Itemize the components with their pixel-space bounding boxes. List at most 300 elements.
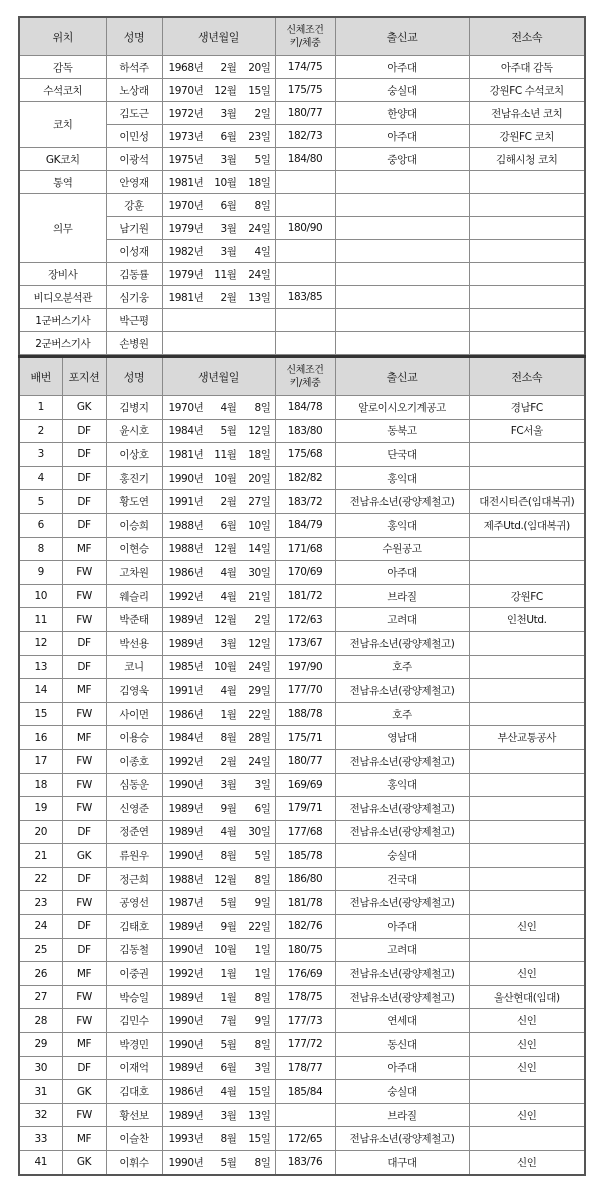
staff-name-cell: 남기원 bbox=[106, 217, 162, 240]
birth-date bbox=[163, 636, 275, 651]
player-previous-club-cell bbox=[469, 466, 585, 490]
player-previous-club-cell: 강원FC bbox=[469, 584, 585, 608]
staff-previous-club-cell: 강원FC 코치 bbox=[469, 125, 585, 148]
birth-year: 1988년 bbox=[168, 543, 204, 556]
birth-date-cell bbox=[162, 655, 275, 679]
birth-year: 1985년 bbox=[168, 661, 204, 674]
birth-year: 1989년 bbox=[168, 826, 204, 839]
birth-date bbox=[163, 872, 275, 887]
player-physique-cell: 172/65 bbox=[275, 1127, 335, 1151]
player-row bbox=[19, 1103, 585, 1127]
player-previous-club-cell: FC서울 bbox=[469, 419, 585, 443]
staff-previous-club-cell bbox=[469, 286, 585, 309]
birth-date bbox=[163, 1084, 275, 1099]
birth-day: 8일 bbox=[254, 199, 271, 212]
player-row bbox=[19, 1009, 585, 1033]
birth-day: 8일 bbox=[254, 1156, 271, 1169]
player-previous-club-cell bbox=[469, 679, 585, 703]
birth-day: 15일 bbox=[248, 84, 271, 97]
player-position-cell: DF bbox=[62, 915, 106, 939]
player-number-cell: 16 bbox=[19, 726, 62, 750]
player-previous-club-cell: 인천Utd. bbox=[469, 608, 585, 632]
player-position-cell: GK bbox=[62, 1151, 106, 1175]
birth-date-cell bbox=[162, 240, 275, 263]
player-row bbox=[19, 702, 585, 726]
staff-physique-cell: 175/75 bbox=[275, 79, 335, 102]
player-name-cell: 홍진기 bbox=[106, 466, 162, 490]
player-name-cell: 류원우 bbox=[106, 844, 162, 868]
staff-row bbox=[19, 286, 585, 309]
birth-date bbox=[163, 400, 275, 415]
birth-date-cell bbox=[162, 867, 275, 891]
player-previous-club-cell: 부산교통공사 bbox=[469, 726, 585, 750]
player-row bbox=[19, 1151, 585, 1175]
player-school-cell: 전남유소년(광양제철고) bbox=[335, 679, 469, 703]
birth-year: 1991년 bbox=[168, 496, 204, 509]
birth-month: 3월 bbox=[220, 222, 237, 235]
birth-year: 1975년 bbox=[168, 153, 204, 166]
player-school-cell: 동북고 bbox=[335, 419, 469, 443]
player-position-cell: FW bbox=[62, 749, 106, 773]
birth-date-cell bbox=[162, 726, 275, 750]
birth-date-cell bbox=[162, 702, 275, 726]
birth-month: 6월 bbox=[220, 199, 237, 212]
player-number-cell: 33 bbox=[19, 1127, 62, 1151]
player-number-cell: 18 bbox=[19, 773, 62, 797]
player-position-cell: FW bbox=[62, 702, 106, 726]
birth-date bbox=[163, 683, 275, 698]
player-position-cell: MF bbox=[62, 1033, 106, 1057]
birth-date bbox=[163, 198, 275, 213]
player-physique-cell: 184/79 bbox=[275, 513, 335, 537]
birth-month: 5월 bbox=[220, 1156, 237, 1169]
staff-header-physique bbox=[275, 17, 335, 56]
staff-previous-club-cell: 강원FC 수석코치 bbox=[469, 79, 585, 102]
player-name-cell: 이중권 bbox=[106, 962, 162, 986]
staff-row bbox=[19, 56, 585, 79]
player-physique-cell: 181/72 bbox=[275, 584, 335, 608]
players-header-row bbox=[19, 357, 585, 396]
birth-date-cell bbox=[162, 79, 275, 102]
staff-school-cell bbox=[335, 332, 469, 355]
staff-header-row bbox=[19, 17, 585, 56]
player-school-cell: 홍익대 bbox=[335, 513, 469, 537]
staff-physique-cell bbox=[275, 171, 335, 194]
staff-row bbox=[19, 102, 585, 125]
birth-date-cell bbox=[162, 1103, 275, 1127]
birth-day: 24일 bbox=[248, 661, 271, 674]
birth-date bbox=[163, 942, 275, 957]
birth-year: 1991년 bbox=[168, 684, 204, 697]
staff-name-cell: 이민성 bbox=[106, 125, 162, 148]
birth-date-cell bbox=[162, 148, 275, 171]
birth-day: 13일 bbox=[248, 291, 271, 304]
player-name-cell: 고차원 bbox=[106, 561, 162, 585]
birth-date bbox=[163, 106, 275, 121]
staff-school-cell bbox=[335, 286, 469, 309]
player-physique-cell: 188/78 bbox=[275, 702, 335, 726]
player-number-cell: 12 bbox=[19, 631, 62, 655]
player-name-cell: 신영준 bbox=[106, 797, 162, 821]
player-school-cell: 홍익대 bbox=[335, 773, 469, 797]
birth-date-cell bbox=[162, 309, 275, 332]
player-school-cell: 전남유소년(광양제철고) bbox=[335, 631, 469, 655]
birth-year: 1982년 bbox=[168, 245, 204, 258]
player-name-cell: 웨슬리 bbox=[106, 584, 162, 608]
birth-year: 1990년 bbox=[168, 944, 204, 957]
staff-role-cell: 장비사 bbox=[19, 263, 106, 286]
birth-day: 8일 bbox=[254, 401, 271, 414]
player-previous-club-cell bbox=[469, 749, 585, 773]
player-school-cell: 아주대 bbox=[335, 1056, 469, 1080]
birth-month: 5월 bbox=[220, 1038, 237, 1051]
birth-day: 30일 bbox=[248, 566, 271, 579]
birth-month: 10월 bbox=[214, 472, 237, 485]
birth-date-cell bbox=[162, 217, 275, 240]
player-physique-cell: 180/75 bbox=[275, 938, 335, 962]
player-previous-club-cell bbox=[469, 773, 585, 797]
birth-month: 4월 bbox=[220, 401, 237, 414]
player-position-cell: DF bbox=[62, 490, 106, 514]
staff-physique-cell bbox=[275, 309, 335, 332]
staff-row bbox=[19, 194, 585, 217]
birth-month: 2월 bbox=[220, 61, 237, 74]
staff-name-cell: 심기웅 bbox=[106, 286, 162, 309]
player-position-cell: MF bbox=[62, 962, 106, 986]
staff-previous-club-cell bbox=[469, 171, 585, 194]
birth-year: 1989년 bbox=[168, 920, 204, 933]
birth-date-cell bbox=[162, 679, 275, 703]
players-header-position: 포지션 bbox=[62, 357, 106, 396]
player-position-cell: DF bbox=[62, 655, 106, 679]
player-previous-club-cell bbox=[469, 891, 585, 915]
player-name-cell: 심동운 bbox=[106, 773, 162, 797]
player-row bbox=[19, 867, 585, 891]
staff-role-cell: 1군버스기사 bbox=[19, 309, 106, 332]
birth-month: 9월 bbox=[220, 802, 237, 815]
player-physique-cell: 175/68 bbox=[275, 443, 335, 467]
birth-day: 3일 bbox=[254, 1062, 271, 1075]
birth-year: 1981년 bbox=[168, 448, 204, 461]
birth-date-cell bbox=[162, 419, 275, 443]
player-name-cell: 김동철 bbox=[106, 938, 162, 962]
birth-day: 3일 bbox=[254, 779, 271, 792]
player-number-cell: 22 bbox=[19, 867, 62, 891]
staff-name-cell: 노상래 bbox=[106, 79, 162, 102]
player-school-cell: 수원공고 bbox=[335, 537, 469, 561]
staff-role-cell: 감독 bbox=[19, 56, 106, 79]
birth-month: 4월 bbox=[220, 566, 237, 579]
player-row bbox=[19, 419, 585, 443]
player-position-cell: DF bbox=[62, 867, 106, 891]
staff-name-cell: 안영재 bbox=[106, 171, 162, 194]
player-previous-club-cell: 신인 bbox=[469, 1151, 585, 1175]
player-physique-cell: 178/77 bbox=[275, 1056, 335, 1080]
roster-sheet bbox=[18, 16, 584, 1176]
player-name-cell: 김대호 bbox=[106, 1080, 162, 1104]
player-school-cell: 아주대 bbox=[335, 915, 469, 939]
staff-role-cell: 2군버스기사 bbox=[19, 332, 106, 355]
birth-year: 1989년 bbox=[168, 802, 204, 815]
player-school-cell: 호주 bbox=[335, 655, 469, 679]
player-previous-club-cell bbox=[469, 655, 585, 679]
birth-date-cell bbox=[162, 938, 275, 962]
birth-day: 15일 bbox=[248, 1133, 271, 1146]
player-previous-club-cell: 신인 bbox=[469, 1009, 585, 1033]
staff-physique-cell bbox=[275, 263, 335, 286]
staff-role-cell: 의무 bbox=[19, 194, 106, 263]
birth-day: 20일 bbox=[248, 472, 271, 485]
player-previous-club-cell bbox=[469, 537, 585, 561]
player-number-cell: 5 bbox=[19, 490, 62, 514]
player-previous-club-cell: 신인 bbox=[469, 1056, 585, 1080]
player-position-cell: MF bbox=[62, 679, 106, 703]
birth-year: 1979년 bbox=[168, 268, 204, 281]
player-previous-club-cell: 울산현대(임대) bbox=[469, 985, 585, 1009]
player-physique-cell: 183/80 bbox=[275, 419, 335, 443]
player-position-cell: FW bbox=[62, 773, 106, 797]
staff-row bbox=[19, 171, 585, 194]
birth-date-cell bbox=[162, 631, 275, 655]
birth-year: 1970년 bbox=[168, 199, 204, 212]
player-number-cell: 14 bbox=[19, 679, 62, 703]
birth-date-cell bbox=[162, 286, 275, 309]
staff-name-cell: 손병원 bbox=[106, 332, 162, 355]
birth-year: 1990년 bbox=[168, 850, 204, 863]
staff-name-cell: 이광석 bbox=[106, 148, 162, 171]
player-number-cell: 25 bbox=[19, 938, 62, 962]
staff-physique-cell: 184/80 bbox=[275, 148, 335, 171]
player-number-cell: 15 bbox=[19, 702, 62, 726]
staff-header-birth: 생년월일 bbox=[162, 17, 275, 56]
birth-year: 1973년 bbox=[168, 130, 204, 143]
player-physique-cell: 171/68 bbox=[275, 537, 335, 561]
player-physique-cell: 183/76 bbox=[275, 1151, 335, 1175]
birth-day: 5일 bbox=[254, 850, 271, 863]
birth-date-cell bbox=[162, 1033, 275, 1057]
player-previous-club-cell: 신인 bbox=[469, 915, 585, 939]
birth-month: 6월 bbox=[220, 519, 237, 532]
birth-date-cell bbox=[162, 56, 275, 79]
player-school-cell: 대구대 bbox=[335, 1151, 469, 1175]
birth-year: 1986년 bbox=[168, 708, 204, 721]
staff-school-cell: 아주대 bbox=[335, 125, 469, 148]
birth-date-cell bbox=[162, 749, 275, 773]
player-number-cell: 1 bbox=[19, 396, 62, 420]
birth-day: 24일 bbox=[248, 268, 271, 281]
player-position-cell: MF bbox=[62, 1127, 106, 1151]
birth-month: 3월 bbox=[220, 245, 237, 258]
player-name-cell: 정준연 bbox=[106, 820, 162, 844]
birth-day: 23일 bbox=[248, 130, 271, 143]
birth-date bbox=[163, 1037, 275, 1052]
player-school-cell: 건국대 bbox=[335, 867, 469, 891]
player-name-cell: 이슬찬 bbox=[106, 1127, 162, 1151]
birth-date-cell bbox=[162, 396, 275, 420]
birth-date-cell bbox=[162, 1127, 275, 1151]
birth-month: 7월 bbox=[220, 1015, 237, 1028]
birth-date bbox=[163, 895, 275, 910]
birth-month: 3월 bbox=[220, 1109, 237, 1122]
birth-date-cell bbox=[162, 608, 275, 632]
player-number-cell: 13 bbox=[19, 655, 62, 679]
birth-date bbox=[163, 221, 275, 236]
player-school-cell: 전남유소년(광양제철고) bbox=[335, 820, 469, 844]
staff-header-role: 위치 bbox=[19, 17, 106, 56]
player-row bbox=[19, 797, 585, 821]
birth-year: 1970년 bbox=[168, 84, 204, 97]
birth-year: 1989년 bbox=[168, 1109, 204, 1122]
player-school-cell: 전남유소년(광양제철고) bbox=[335, 490, 469, 514]
player-number-cell: 30 bbox=[19, 1056, 62, 1080]
birth-day: 14일 bbox=[248, 543, 271, 556]
birth-date bbox=[163, 1108, 275, 1123]
birth-date-cell bbox=[162, 985, 275, 1009]
player-row bbox=[19, 749, 585, 773]
staff-name-cell: 이성재 bbox=[106, 240, 162, 263]
player-physique-cell: 177/72 bbox=[275, 1033, 335, 1057]
player-physique-cell: 183/72 bbox=[275, 490, 335, 514]
birth-year: 1981년 bbox=[168, 176, 204, 189]
player-position-cell: DF bbox=[62, 513, 106, 537]
player-number-cell: 20 bbox=[19, 820, 62, 844]
players-header-birth: 생년월일 bbox=[162, 357, 275, 396]
birth-date bbox=[163, 589, 275, 604]
staff-table bbox=[18, 16, 586, 355]
player-position-cell: FW bbox=[62, 1009, 106, 1033]
player-school-cell: 동신대 bbox=[335, 1033, 469, 1057]
birth-date-cell bbox=[162, 194, 275, 217]
player-school-cell: 단국대 bbox=[335, 443, 469, 467]
birth-date-cell bbox=[162, 820, 275, 844]
players-header-name: 성명 bbox=[106, 357, 162, 396]
birth-year: 1979년 bbox=[168, 222, 204, 235]
player-row bbox=[19, 726, 585, 750]
birth-year: 1986년 bbox=[168, 566, 204, 579]
birth-day: 6일 bbox=[254, 802, 271, 815]
birth-date-cell bbox=[162, 584, 275, 608]
player-name-cell: 이현승 bbox=[106, 537, 162, 561]
staff-school-cell bbox=[335, 240, 469, 263]
staff-previous-club-cell: 김해시청 코치 bbox=[469, 148, 585, 171]
staff-physique-cell: 183/85 bbox=[275, 286, 335, 309]
player-name-cell: 박선용 bbox=[106, 631, 162, 655]
players-header-number: 배번 bbox=[19, 357, 62, 396]
player-school-cell: 브라질 bbox=[335, 584, 469, 608]
staff-school-cell bbox=[335, 171, 469, 194]
birth-month: 3월 bbox=[220, 779, 237, 792]
player-name-cell: 공영선 bbox=[106, 891, 162, 915]
player-name-cell: 이상호 bbox=[106, 443, 162, 467]
birth-date bbox=[163, 267, 275, 282]
player-name-cell: 사이먼 bbox=[106, 702, 162, 726]
birth-year: 1989년 bbox=[168, 614, 204, 627]
player-previous-club-cell: 제주Utd.(임대복귀) bbox=[469, 513, 585, 537]
birth-year: 1989년 bbox=[168, 637, 204, 650]
player-name-cell: 김태호 bbox=[106, 915, 162, 939]
player-row bbox=[19, 938, 585, 962]
birth-month: 10월 bbox=[214, 661, 237, 674]
birth-date bbox=[163, 518, 275, 533]
player-position-cell: FW bbox=[62, 608, 106, 632]
birth-year: 1988년 bbox=[168, 873, 204, 886]
player-row bbox=[19, 679, 585, 703]
staff-role-cell: 수석코치 bbox=[19, 79, 106, 102]
staff-physique-cell bbox=[275, 240, 335, 263]
player-physique-cell: 185/78 bbox=[275, 844, 335, 868]
player-number-cell: 41 bbox=[19, 1151, 62, 1175]
player-number-cell: 11 bbox=[19, 608, 62, 632]
birth-year: 1993년 bbox=[168, 1133, 204, 1146]
players-header-school: 출신교 bbox=[335, 357, 469, 396]
staff-role-cell: 통역 bbox=[19, 171, 106, 194]
birth-day: 28일 bbox=[248, 732, 271, 745]
birth-year: 1990년 bbox=[168, 472, 204, 485]
birth-year: 1968년 bbox=[168, 61, 204, 74]
player-name-cell: 김병지 bbox=[106, 396, 162, 420]
birth-date-cell bbox=[162, 490, 275, 514]
birth-day: 29일 bbox=[248, 684, 271, 697]
birth-date bbox=[163, 801, 275, 816]
birth-day: 18일 bbox=[248, 448, 271, 461]
birth-date bbox=[163, 290, 275, 305]
birth-day: 1일 bbox=[254, 968, 271, 981]
player-row bbox=[19, 915, 585, 939]
birth-day: 27일 bbox=[248, 496, 271, 509]
staff-school-cell bbox=[335, 217, 469, 240]
birth-date-cell bbox=[162, 891, 275, 915]
player-physique-cell: 177/68 bbox=[275, 820, 335, 844]
player-name-cell: 이재억 bbox=[106, 1056, 162, 1080]
player-row bbox=[19, 962, 585, 986]
player-school-cell: 전남유소년(광양제철고) bbox=[335, 962, 469, 986]
staff-row bbox=[19, 148, 585, 171]
staff-row bbox=[19, 332, 585, 355]
birth-day: 22일 bbox=[248, 708, 271, 721]
player-number-cell: 26 bbox=[19, 962, 62, 986]
birth-date-cell bbox=[162, 1151, 275, 1175]
staff-school-cell: 숭실대 bbox=[335, 79, 469, 102]
player-physique-cell: 170/69 bbox=[275, 561, 335, 585]
staff-previous-club-cell bbox=[469, 217, 585, 240]
birth-date-cell bbox=[162, 797, 275, 821]
player-number-cell: 19 bbox=[19, 797, 62, 821]
staff-school-cell: 한양대 bbox=[335, 102, 469, 125]
player-row bbox=[19, 631, 585, 655]
birth-day: 13일 bbox=[248, 1109, 271, 1122]
staff-row bbox=[19, 79, 585, 102]
player-name-cell: 황선보 bbox=[106, 1103, 162, 1127]
birth-date bbox=[163, 1013, 275, 1028]
birth-month: 8월 bbox=[220, 850, 237, 863]
birth-day: 24일 bbox=[248, 222, 271, 235]
birth-day: 18일 bbox=[248, 176, 271, 189]
birth-day: 22일 bbox=[248, 920, 271, 933]
player-position-cell: FW bbox=[62, 985, 106, 1009]
player-row bbox=[19, 396, 585, 420]
birth-month: 1월 bbox=[220, 968, 237, 981]
birth-year: 1989년 bbox=[168, 991, 204, 1004]
player-physique-cell: 186/80 bbox=[275, 867, 335, 891]
birth-year: 1972년 bbox=[168, 107, 204, 120]
birth-day: 12일 bbox=[248, 425, 271, 438]
birth-date bbox=[163, 1060, 275, 1075]
player-school-cell: 전남유소년(광양제철고) bbox=[335, 891, 469, 915]
player-position-cell: MF bbox=[62, 726, 106, 750]
player-school-cell: 아주대 bbox=[335, 561, 469, 585]
birth-year: 1981년 bbox=[168, 291, 204, 304]
player-position-cell: FW bbox=[62, 584, 106, 608]
